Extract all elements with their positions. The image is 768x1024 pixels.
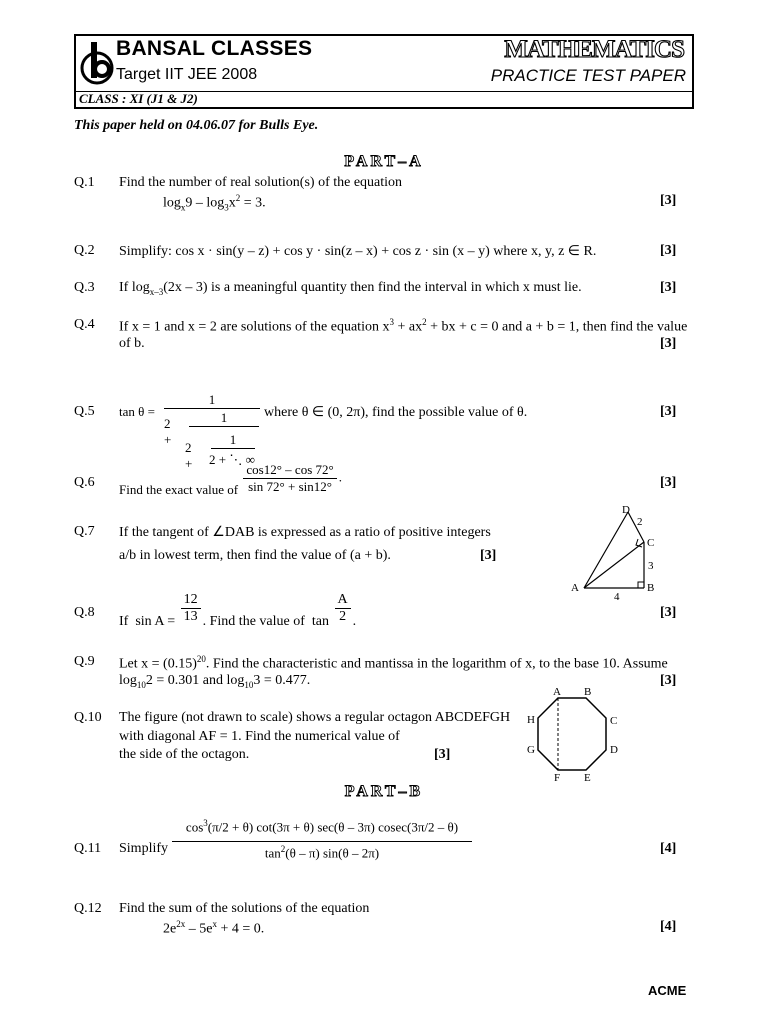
question-number: Q.5	[74, 404, 95, 419]
question-text: If $\log_{x-3}(2x - 3)$ is a meaningful quantity then find the interval in which x must lie.	[119, 280, 582, 297]
octagon-label-a: A	[553, 686, 561, 698]
octagon-label-h: H	[527, 714, 535, 726]
paper-type: PRACTICE TEST PAPER	[490, 66, 686, 85]
question-number: Q.3	[74, 280, 95, 295]
question-text: where θ ∈ (0, 2π), find the possible value of θ.	[264, 405, 528, 420]
subject-title: MATHEMATICS	[504, 36, 684, 63]
octagon-label-e: E	[584, 772, 591, 784]
question-number: Q.12	[74, 901, 102, 916]
label-b: B	[647, 582, 655, 594]
octagon-figure	[522, 684, 626, 788]
equation: $\log_x9 - \log_3x^2 = 3$.	[163, 193, 266, 213]
question-text: If x = 1 and x = 2 are solutions of the equation $x^3 + ax^2$ + bx + c = 0 and a + b = 1, then find the value	[119, 317, 688, 335]
question-text: Let $x = (0.15)^{20}$. Find the characteristic and mantissa in the logarithm of x, to the base 10. Assume	[119, 654, 668, 672]
part-a-heading: PART–A	[344, 153, 424, 170]
class-line: CLASS : XI (J1 & J2)	[79, 91, 198, 106]
question-text: If sin A = $\frac{12}{13}$ . Find the value of tan $\frac{A}{2}$ .	[119, 592, 357, 629]
octagon-label-g: G	[527, 744, 535, 756]
question-text-cont: $\log_{10}2 = 0.301$ and $\log_{10}3 = 0.477$.	[119, 673, 311, 690]
marks: [4]	[660, 841, 677, 856]
equation: $2e^{2x} - 5e^x + 4 = 0$.	[163, 919, 265, 937]
marks: [3]	[660, 336, 677, 351]
question-number: Q.7	[74, 524, 95, 539]
label-c: C	[647, 537, 655, 549]
label-d: D	[622, 504, 630, 516]
question-text: Find the number of real solution(s) of the equation	[119, 175, 403, 190]
marks: [3]	[660, 404, 677, 419]
octagon-label-b: B	[584, 686, 592, 698]
question-number: Q.11	[74, 841, 102, 856]
question-text-cont: a/b in lowest term, then find the value of (a + b).	[119, 548, 391, 563]
question-text: If the tangent of ∠DAB is expressed as a ratio of positive integers	[119, 525, 491, 540]
fraction-expression: $\cos^3(\pi/2 + \theta) \cot(3\pi + \theta)$ sec(θ – 3π) cosec(3π/2 – θ) $\tan^2(\theta - \pi)$ sin(θ – 2π)	[172, 812, 472, 862]
marks: [3]	[660, 673, 677, 688]
marks: [3]	[480, 548, 497, 563]
footer-mark: ACME	[648, 983, 687, 998]
question-text-cont: with diagonal AF = 1. Find the numerical value of	[119, 729, 400, 744]
brand-name: BANSAL CLASSES	[116, 37, 313, 60]
octagon-label-d: D	[610, 744, 618, 756]
question-number: Q.1	[74, 175, 95, 190]
header-top-row	[76, 36, 692, 92]
marks: [3]	[660, 475, 677, 490]
target-line: Target IIT JEE 2008	[116, 66, 258, 83]
question-number: Q.6	[74, 475, 95, 490]
intro-line: This paper held on 04.06.07 for Bulls Eye.	[74, 118, 319, 133]
header-box	[74, 34, 694, 109]
marks: [3]	[660, 605, 677, 620]
marks: [3]	[434, 747, 451, 762]
marks: [3]	[660, 280, 677, 295]
marks: [4]	[660, 919, 677, 934]
question-number: Q.8	[74, 605, 95, 620]
octagon-label-c: C	[610, 715, 618, 727]
question-number: Q.10	[74, 710, 102, 725]
question-number: Q.4	[74, 317, 95, 332]
question-number: Q.2	[74, 243, 95, 258]
label-dc: 2	[637, 516, 643, 528]
part-b-heading: PART–B	[344, 783, 424, 800]
question-text: Find the sum of the solutions of the equation	[119, 901, 370, 916]
label-a: A	[571, 582, 579, 594]
question-text: The figure (not drawn to scale) shows a regular octagon ABCDEFGH	[119, 710, 511, 725]
question-text-cont: of b.	[119, 336, 145, 351]
question-text: Simplify	[119, 841, 169, 856]
label-ab: 4	[614, 591, 620, 602]
question-number: Q.9	[74, 654, 95, 669]
marks: [3]	[660, 193, 677, 208]
octagon-label-f: F	[554, 772, 561, 784]
label-cb: 3	[648, 560, 654, 572]
question-text-cont: the side of the octagon.	[119, 747, 250, 762]
triangle-figure	[568, 502, 668, 602]
question-text: Simplify: cos x · sin(y – z) + cos y · sin(z – x) + cos z · sin (x – y) where x, y, z ∈ R.	[119, 244, 597, 259]
marks: [3]	[660, 243, 677, 258]
bansal-logo-icon	[80, 40, 114, 86]
question-text: Find the exact value of $\frac{\cos 12^\circ - \cos 72^\circ}{\sin 72^\circ + \sin 12^\circ}$ .	[119, 462, 342, 498]
